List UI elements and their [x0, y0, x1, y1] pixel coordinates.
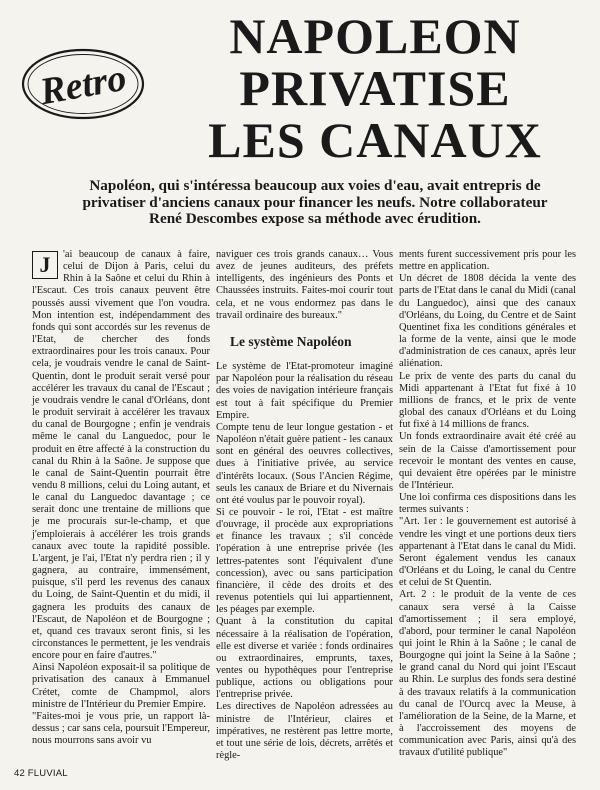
- paragraph: "Faites-moi je vous prie, un rapport là-dessus ; car sans cela, poursuit l'Empereur, nous mourrons sans avoir vu: [32, 710, 210, 747]
- paragraph: Un décret de 1808 décida la vente des parts de l'Etat dans le canal du Midi (canal du Languedoc), ainsi que des canaux d'Orléans, du Loing, du Centre et de Saint Quentinet fixa les conditions générales et la forme de la vente, ainsi que le mode d'administration de ces canaux, après leur aliénation.: [399, 273, 576, 370]
- title-line-3: LES CANAUX: [208, 112, 542, 168]
- retro-badge-logo: [20, 46, 146, 122]
- paragraph: Le système de l'Etat-promoteur imaginé par Napoléon pour la réalisation du réseau des voies de navigation intérieure français est tout à fait spécifique du Premier Empire.: [216, 361, 393, 421]
- paragraph: 'ai beaucoup de canaux à faire, celui de Dijon à Paris, celui du Rhin à la Saône et celui du Rhin à l'Escaut. Ces trois canaux peuvent être poussés aussi vivement que l'on voudra. Mon intention est, indépendamment des fonds qui sont accordés sur les revenus de l'Etat, de chercher des fonds extraordinaires pour les trois canaux. Pour cela, je voudrais vendre le canal de Saint-Quentin, dont le produit serait versé pour accélérer les travaux du canal de l'Escaut ; je voudrais vendre le canal d'Orléans, dont le produit servirait à accélérer les travaux du canal de Bourgogne ; enfin je vendrais même le canal du Languedoc, pour le produit en être affecté à la construction du canal du Rhin à la Saône. Je suppose que le canal de Saint-Quentin pourrait être vendu 8 millions, celui du Loing autant, et le canal du Languedoc davantage ; ce serait donc une trentaine de millions que je me procurais sur-le-champ, et que j'emploierais à accélérer les trois grands canaux avec toute la rapidité possible. L'argent, je l'ai, l'Etat n'y perdra rien ; il y gagnera, au contraire, immensément, puisque, s'il perd les revenus des canaux du Loing, de Saint-Quentin et du midi, il gagnera les produits des canaux de l'Escaut, de Napoléon et de Bourgogne ; et, quand ces travaux seront finis, si les circonstances le permettent, je les vendrais encore pour en faire d'autres.": [32, 249, 210, 662]
- paragraph: Un fonds extraordinaire avait été créé au sein de la Caisse d'amortissement pour recevoir le montant des ventes en cause, qui devaient être opérées par le ministre de l'Intérieur.: [399, 431, 576, 491]
- section-heading: Le système Napoléon: [230, 333, 352, 349]
- paragraph: Art. 2 : le produit de la vente de ces canaux sera versé à la Caisse d'amortissement ; il sera employé, d'abord, pour terminer le canal Napoléon qui joint le Rhin à la Saône ; le canal de Bourgogne qui joint la Seine à la Saône ; le grand canal du Nord qui joint l'Escaut au Rhin. Le surplus des fonds sera destiné à des travaux relatifs à la communication du canal de l'Ourcq avec la Meuse, à l'amélioration de la Seine, de la Marne, et à l'accroissement des moyens de communication avec Paris, ainsi qu'à des travaux d'utilité publique": [399, 589, 576, 759]
- retro-badge-text: Retro: [36, 56, 130, 114]
- title-line-1: NAPOLEON: [229, 8, 521, 64]
- article-lede: Napoléon, qui s'intéressa beaucoup aux voies d'eau, avait entrepris de privatiser d'anciens canaux pour financer les neufs. Notre collaborateur René Descombes expose sa méthode avec érudition.: [82, 177, 548, 227]
- drop-cap: J: [32, 251, 58, 279]
- page-folio: 42 FLUVIAL: [14, 768, 68, 779]
- paragraph: ments furent successivement pris pour les mettre en application.: [399, 249, 576, 273]
- title-line-2: PRIVATISE: [239, 60, 511, 116]
- paragraph: Le prix de vente des parts du canal du Midi appartenant à l'Etat fut fixé à 10 millions de francs, et le prix de vente global des canaux d'Orléans et du Loing fut fixé à 14 millions de francs.: [399, 370, 576, 431]
- paragraph: "Art. 1er : le gouvernement est autorisé à vendre les vingt et une portions deux tiers appartenant à l'Etat dans le canal du Midi. Seront également vendus les canaux d'Orléans et du Loing, le canal du Centre et celui de St Quentin.: [399, 516, 576, 589]
- paragraph: naviguer ces trois grands canaux… Vous avez de jeunes auditeurs, des préfets intelligents, des ingénieurs des Ponts et Chaussées instruits. Faites-moi courir tout cela, et ne vous endormez pas dans le travail ordinaire des bureaux.": [216, 249, 393, 321]
- paragraph: Une loi confirma ces dispositions dans les termes suivants :: [399, 492, 576, 516]
- paragraph: Si ce pouvoir - le roi, l'Etat - est maître d'ouvrage, il procède aux expropriations et finance les travaux ; s'il concède l'opération à une entreprise privée (les lettres-patentes sont l'équivalent d'une concession), avec ou sans participation financière, il cède des droits et des revenus potentiels qui lui appartiennent, les péages par exemple.: [216, 506, 393, 616]
- column-2: [216, 249, 393, 762]
- paragraph: Les directives de Napoléon adressées au ministre de l'Intérieur, claires et impératives, ne restèrent pas lettre morte, et tout une série de lois, décrets, arrêtés et règle-: [216, 701, 393, 762]
- article-title: [160, 10, 590, 166]
- column-1: [32, 249, 210, 747]
- paragraph: Ainsi Napoléon exposait-il sa politique de privatisation des canaux à Emmanuel Crétet, comte de Champmol, alors ministre de l'Intérieur du Premier Empire.: [32, 662, 210, 710]
- paragraph: Compte tenu de leur longue gestation - et Napoléon n'était guère patient - les canaux sont en général des oeuvres collectives, dues à l'initiative privée, au service d'intérêts locaux. (Sous l'Ancien Régime, seuls les canaux de Briare et du Nivernais ont été voulus par le pouvoir royal).: [216, 421, 393, 506]
- column-3: [399, 249, 576, 760]
- paragraph: Quant à la constitution du capital nécessaire à la réalisation de l'opération, elle est diverse et variée : fonds ordinaires ou extraordinaires, emprunts, taxes, ventes ou hypothèques pour l'entreprise publique, actions ou obligations pour l'entreprise privée.: [216, 616, 393, 701]
